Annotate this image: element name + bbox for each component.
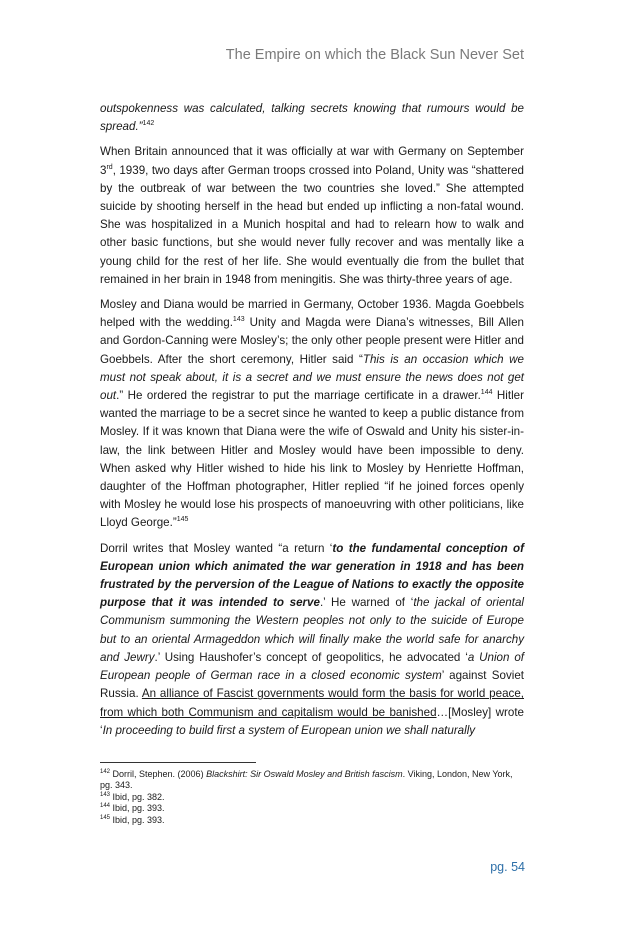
text-run: .” He ordered the registrar to put the marriage certificate in a drawer. [116,389,481,403]
body-text [100,100,524,747]
footnote-text: Dorril, Stephen. (2006) [110,769,207,779]
paragraph [100,296,524,533]
text-run: …[Mosley] wrote ‘ [100,705,524,737]
footnote-ref: rd [106,163,113,171]
text-run: ” [138,120,143,134]
footnote [100,769,524,792]
paragraph [100,100,524,136]
footnote-divider [100,762,256,763]
text-run: Dorril writes that Mosley wanted “a return ‘ [100,541,333,555]
footnote-text: . Viking, London, New York, pg. 343. [100,769,513,791]
page-number: pg. 54 [490,860,525,874]
footnote [100,815,524,826]
text-run: ’ against Soviet Russia. [100,669,524,701]
footnote [100,792,524,803]
footnote-text: Ibid, pg. 393. [110,814,165,825]
text-run: When Britain announced that it was officially at war with Germany on September 3 [100,145,524,177]
footnote-ref: 143 [100,791,111,798]
footnote-ref: 143 [232,316,245,324]
text-run: the jackal of oriental Communism summoning the Western peoples not only to the suicide of Europe but to an oriental Armageddon which will finally make the world safe for anarchy and Jewry [100,596,524,664]
paragraph [100,143,524,289]
text-run: Mosley and Diana would be married in Germany, October 1936. Magda Goebbels helped with the wedding. [100,298,524,330]
footnote-ref: 145 [176,516,189,524]
footnote-ref: 144 [100,803,111,810]
text-run: to the fundamental conception of European union which animated the war generation in 1918 and has been frustrated by the perversion of the League of Nations to exactly the opposite purpose that it was intended to serve [100,541,524,610]
text-run: , 1939, two days after German troops crossed into Poland, Unity was “shattered by the outbreak of war between the two countries she loved.” She attempted suicide by shooting herself in the head but ended up inflicting a non-fatal wound. She was hospitalized in a Munich hospital and had to relearn how to walk and other basic functions, but she would never fully recover and was mentally like a young child for the rest of her life. She would eventually die from the bullet that remained in her brain in 1948 from meningitis. She was thirty-three years of age. [100,163,524,286]
footnote-ref: 142 [142,120,155,128]
text-run: An alliance of Fascist governments would form the basis for world peace, from which both Communism and capitalism would be banished [100,687,524,719]
footnote-ref: 145 [100,814,111,821]
footnote [100,803,524,814]
footnote-text: Ibid, pg. 393. [110,803,165,814]
running-header: The Empire on which the Black Sun Never Set [225,47,524,63]
text-run: This is an occasion which we must not speak about, it is a secret and we must ensure the news does not get out [100,352,524,403]
text-run: outspokenness was calculated, talking secrets knowing that rumours would be spread. [100,102,524,134]
text-run: In proceeding to build first a system of European union we shall naturally [102,723,476,737]
footnote-ref: 144 [480,389,493,397]
text-run: a Union of European people of German race in a closed economic system [100,650,524,683]
footnote-text: Blackshirt: Sir Oswald Mosley and British fascism [206,769,403,779]
text-run: Unity and Magda were Diana’s witnesses, Bill Allen and Gordon-Canning were Mosley’s; the only other people present were Hitler and Goebbels. After the short ceremony, Hitler said “ [100,316,524,366]
footnote-text: Ibid, pg. 382. [110,791,165,802]
text-run: .’ He warned of ‘ [319,596,414,610]
footnotes [100,769,524,826]
text-run: Hitler wanted the marriage to be a secret since he wanted to keep a public distance from Mosley. If it was known that Diana were the wife of Oswald and Unity his sister-in-law, the link between Hitler and Mosley would have been impossible to deny. When asked why Hitler wished to hide his link to Mosley by Henriette Hoffman, daughter of the Hoffman photographer, Hitler replied “if he joined forces openly with Mosley he would lose his prospects of manoeuvring with other politicians, like Lloyd George.” [100,389,524,530]
paragraph [100,540,524,740]
footnote-ref: 142 [100,769,111,775]
text-run: .’ Using Haushofer’s concept of geopolitics, he advocated ‘ [154,650,468,664]
